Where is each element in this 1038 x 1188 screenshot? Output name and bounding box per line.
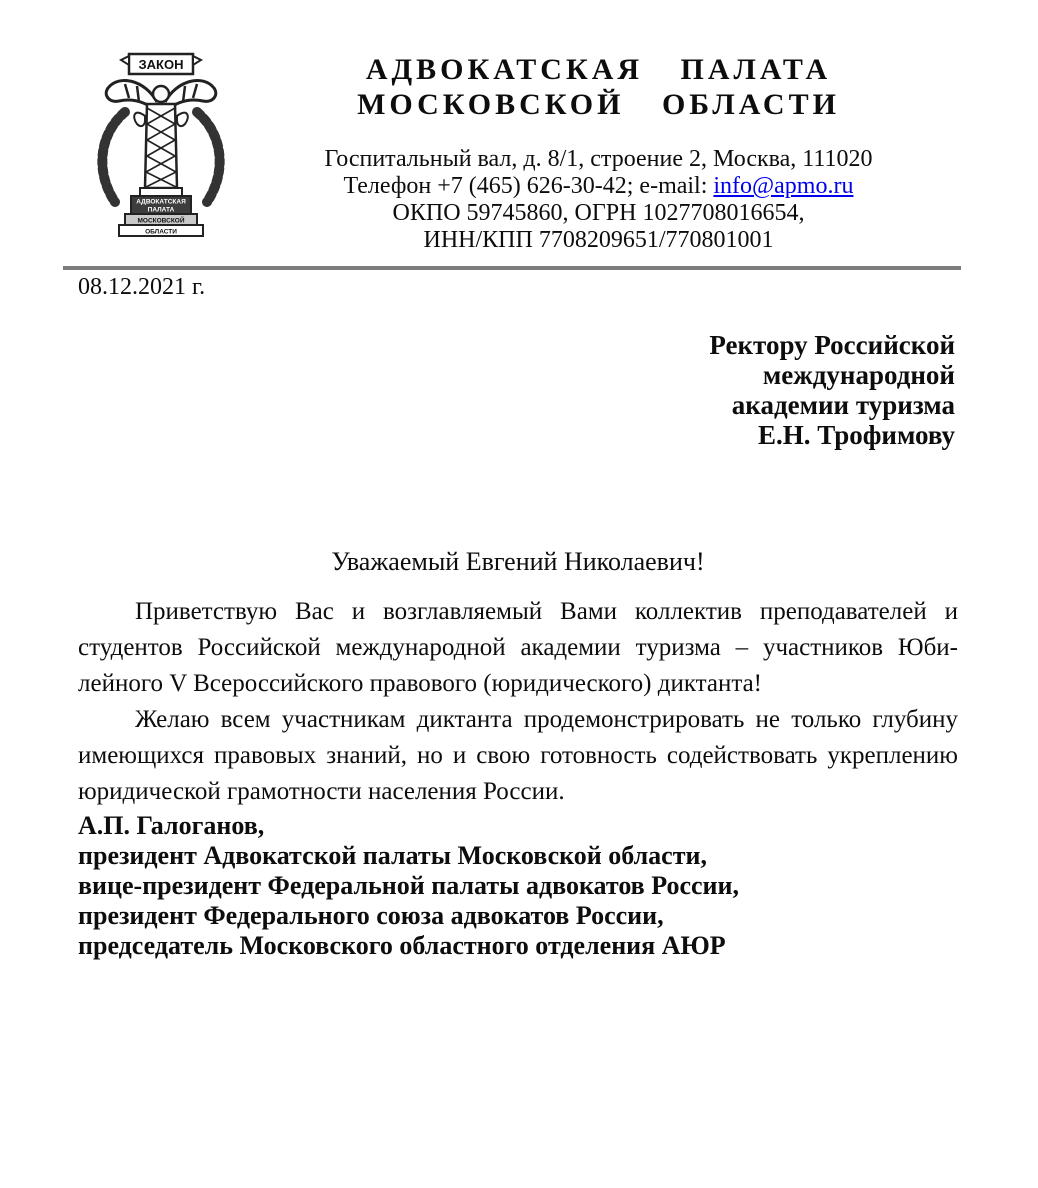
letterhead-divider (63, 266, 961, 270)
signatory-name: А.П. Галоганов, (78, 811, 265, 840)
body-paragraph1-line: Приветствую Вас и возглавляемый Вами коллектив преподавателей и (135, 598, 958, 625)
emblem-pedestal-line4: ОБЛАСТИ (145, 228, 177, 236)
organization-name-line1: АДВОКАТСКАЯ ПАЛАТА (365, 53, 832, 86)
contact-block (237, 146, 960, 254)
body-paragraph1-line: студентов Российской международной академии туризма – участников Юби- (78, 634, 958, 661)
signatory-title: президент Адвокатской палаты Московской области, (78, 841, 707, 870)
phone-text: Телефон +7 (465) 626-30-42; e-mail: (343, 173, 714, 199)
recipient-line: Е.Н. Трофимову (757, 420, 955, 450)
letter-date: 08.12.2021 г. (78, 274, 206, 300)
organization-name-line2: МОСКОВСКОЙ ОБЛАСТИ (357, 88, 840, 121)
letterhead-text (237, 50, 960, 254)
emblem-banner-text: ЗАКОН (138, 57, 184, 72)
body-paragraph2-line: Желаю всем участникам диктанта продемонстрировать не только глубину (135, 706, 958, 733)
recipient-line: академии туризма (731, 390, 955, 420)
salutation: Уважаемый Евгений Николаевич! (331, 547, 705, 576)
inn-kpp-line: ИНН/КПП 7708209651/770801001 (423, 227, 774, 253)
signature-block (78, 811, 958, 961)
signatory-title: президент Федерального союза адвокатов России, (78, 901, 664, 930)
emblem-pedestal-line3: МОСКОВСКОЙ (137, 217, 185, 225)
organization-emblem (85, 50, 237, 245)
body-paragraph2-line: имеющихся правовых знаний, но и свою готовность содействовать укреплению (78, 742, 958, 769)
letter-body (78, 594, 958, 810)
recipient-line: международной (762, 360, 955, 390)
recipient-block (709, 330, 955, 450)
okpo-ogrn-line: ОКПО 59745860, ОГРН 1027708016654, (392, 200, 805, 226)
postal-address: Госпитальный вал, д. 8/1, строение 2, Москва, 111020 (324, 146, 873, 172)
phone-email-line (237, 173, 960, 200)
email-link[interactable]: info@apmo.ru (713, 173, 854, 199)
signatory-title: председатель Московского областного отделения АЮР (78, 931, 726, 960)
body-paragraph1-line: лейного V Всероссийского правового (юридического) диктанта! (78, 670, 763, 697)
body-paragraph2-line: юридической грамотности населения России. (78, 778, 565, 805)
bar-association-emblem-icon (85, 50, 237, 240)
emblem-pedestal-line1: АДВОКАТСКАЯ (136, 198, 186, 206)
organization-name (237, 52, 960, 122)
emblem-pedestal-line2: ПАЛАТА (147, 206, 175, 214)
recipient-line: Ректору Российской (709, 330, 955, 360)
letterhead (0, 0, 1038, 254)
signatory-title: вице-президент Федеральной палаты адвокатов России, (78, 871, 739, 900)
